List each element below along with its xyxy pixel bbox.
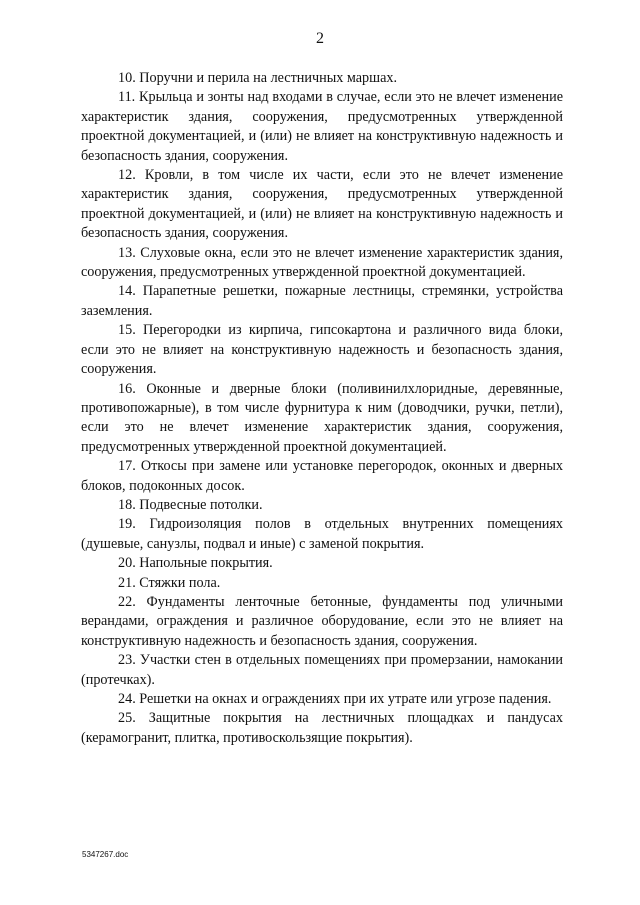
list-item: 21. Стяжки пола. xyxy=(118,574,221,591)
list-item: 22. Фундаменты ленточные бетонные, фундаменты под уличными верандами, ограждения и различное оборудование, если это не влияет на конструктивную надежность и безопасность здания, сооружения. xyxy=(81,593,563,649)
list-item: 23. Участки стен в отдельных помещениях при промерзании, намокании (протечках). xyxy=(81,652,563,688)
list-item: 19. Гидроизоляция полов в отдельных внутренних помещениях (душевые, санузлы, подвал и иные) с заменой покрытия. xyxy=(81,516,563,552)
list-item: 10. Поручни и перила на лестничных маршах. xyxy=(118,70,398,86)
list-item: 24. Решетки на окнах и ограждениях при их утрате или угрозе падения. xyxy=(118,691,552,707)
list-item: 14. Парапетные решетки, пожарные лестницы, стремянки, устройства заземления. xyxy=(81,283,563,319)
list-item: 15. Перегородки из кирпича, гипсокартона и различного вида блоки, если это не влияет на конструктивную надежность и безопасность здания, сооружения. xyxy=(81,322,563,378)
page-number: 2 xyxy=(316,30,324,47)
list-item: 20. Напольные покрытия. xyxy=(118,555,273,572)
document-body xyxy=(81,69,563,748)
list-item: 11. Крыльца и зонты над входами в случае, если это не влечет изменение характеристик здания, сооружения, предусмотренных утвержденной проектной документацией, и (или) не влияет на конструктивную надежность и безопасность здания, сооружения. xyxy=(81,89,563,164)
file-name-footer: 5347267.doc xyxy=(82,850,129,859)
list-item: 17. Откосы при замене или установке перегородок, оконных и дверных блоков, подоконных досок. xyxy=(81,458,563,494)
list-item: 12. Кровли, в том числе их части, если это не влечет изменение характеристик здания, сооружения, предусмотренных утвержденной проектной документацией, и (или) не влияет на конструктивную надежность и безопасность здания, сооружения. xyxy=(81,167,563,242)
list-item: 18. Подвесные потолки. xyxy=(118,496,263,513)
list-item: 16. Оконные и дверные блоки (поливинилхлоридные, деревянные, противопожарные), в том числе фурнитура к ним (доводчики, ручки, петли), если это не влечет изменение характеристик здания, сооружения, предусмотренных утвержденной проектной документацией. xyxy=(81,380,563,455)
list-item: 13. Слуховые окна, если это не влечет изменение характеристик здания, сооружения, предусмотренных утвержденной проектной документацией. xyxy=(81,244,563,281)
list-item: 25. Защитные покрытия на лестничных площадках и пандусах (керамогранит, плитка, противоскользящие покрытия). xyxy=(81,710,563,746)
